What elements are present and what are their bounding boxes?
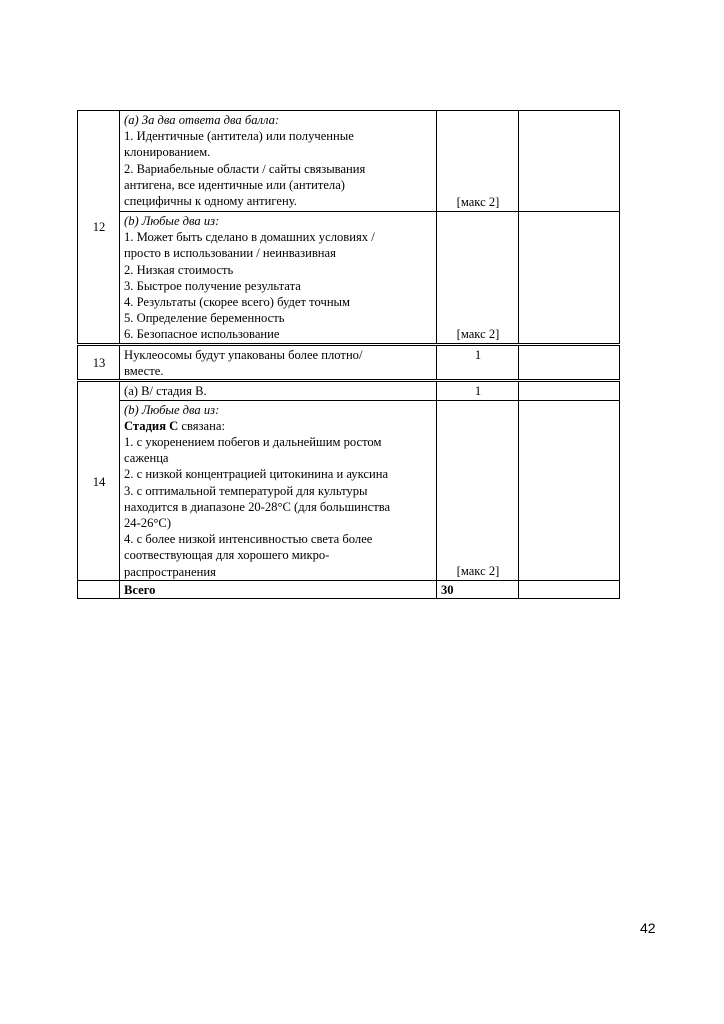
answer-line: находится в диапазоне 20-28°C (для большинства [124, 499, 391, 514]
q14b-row [78, 400, 620, 580]
answer-line: 1. с укоренением побегов и дальнейшим ростом [124, 435, 382, 450]
stage-line [124, 418, 433, 434]
stage-label: Стадия С [124, 418, 179, 433]
answer-cell [120, 381, 437, 400]
total-value: 30 [437, 580, 519, 598]
empty-cell [519, 381, 620, 400]
answer-heading: (b) Любые два из: [124, 214, 220, 228]
points-cell: [макс 2] [437, 400, 519, 580]
answer-cell [120, 345, 437, 381]
q13-row [78, 345, 620, 381]
answer-line: 2. Низкая стоимость [124, 262, 234, 277]
empty-cell [519, 212, 620, 345]
answer-line: 24-26°C) [124, 516, 172, 531]
answer-line: 2. Вариабельные области / сайты связывания [124, 161, 366, 176]
q14a-row [78, 381, 620, 400]
answer-line: 2. с низкой концентрацией цитокинина и ауксина [124, 467, 389, 482]
answer-heading: (a) За два ответа два балла: [124, 113, 280, 127]
answer-line: распространения [124, 564, 216, 579]
answer-line: 3. с оптимальной температурой для культуры [124, 483, 368, 498]
answer-line: 1. Может быть сделано в домашних условиях / [124, 230, 375, 245]
empty-cell [519, 400, 620, 580]
empty-cell [78, 580, 120, 598]
answer-heading: (b) Любые два из: [124, 402, 220, 417]
answer-line: 4. Результаты (скорее всего) будет точным [124, 295, 350, 310]
answer-cell [120, 111, 437, 212]
answer-cell [120, 400, 437, 580]
answer-line: Нуклеосомы будут упакованы более плотно/ [124, 348, 363, 362]
empty-cell [519, 580, 620, 598]
answer-line: 1. Идентичные (антитела) или полученные [124, 129, 354, 144]
total-row [78, 580, 620, 598]
answer-line: соотвествующая для хорошего микро- [124, 548, 330, 563]
stage-text: связана: [178, 418, 225, 433]
answer-line: просто в использовании / неинвазивная [124, 246, 336, 261]
question-number: 12 [78, 111, 120, 345]
answer-line: саженца [124, 451, 169, 466]
total-label: Всего [120, 580, 437, 598]
points-cell: 1 [437, 381, 519, 400]
answer-line: клонированием. [124, 145, 211, 160]
empty-cell [519, 345, 620, 381]
marking-scheme-table [77, 110, 620, 599]
empty-cell [519, 111, 620, 212]
points-cell: [макс 2] [437, 212, 519, 345]
page-number: 42 [640, 920, 656, 936]
answer-line: антигена, все идентичные или (антитела) [124, 177, 345, 192]
answer-line: вместе. [124, 364, 164, 379]
q12a-row [78, 111, 620, 212]
answer-line: (a) B/ стадия B. [124, 384, 207, 399]
answer-cell [120, 212, 437, 345]
question-number: 14 [78, 381, 120, 580]
answer-line: специфичны к одному антигену. [124, 194, 297, 209]
answer-line: 4. с более низкой интенсивностью света более [124, 532, 373, 547]
q12b-row [78, 212, 620, 345]
points-cell: [макс 2] [437, 111, 519, 212]
answer-line: 5. Определение беременность [124, 311, 285, 326]
answer-line: 6. Безопасное использование [124, 327, 280, 342]
points-cell: 1 [437, 345, 519, 381]
question-number: 13 [78, 345, 120, 381]
answer-line: 3. Быстрое получение результата [124, 278, 301, 293]
